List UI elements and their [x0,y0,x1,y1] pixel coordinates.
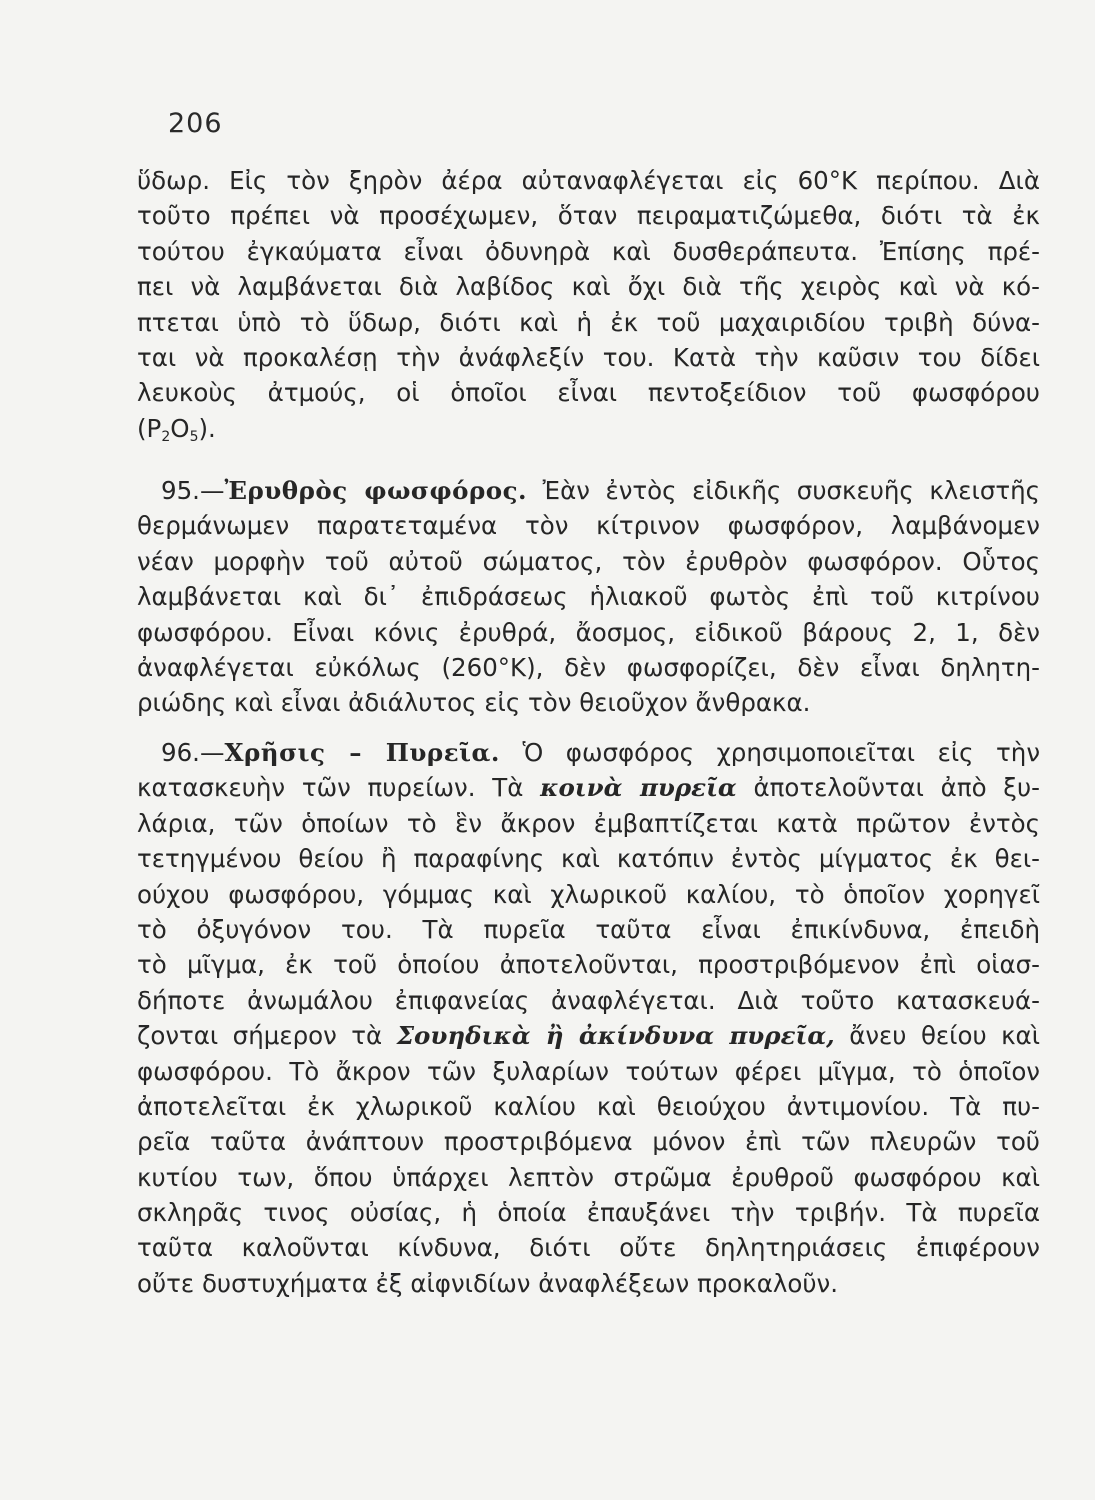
section-title: Ἐρυθρὸς φωσφόρος. [224,476,528,505]
emphasis-common-matches: κοινὰ πυρεῖα [540,773,737,803]
text-line: οὔτε δυστυχήματα ἐξ αἰφνιδίων ἀναφλέξεων προκαλοῦν. [137,1268,839,1298]
text-line: ζονται σήμερον τὰ Σουηδικὰ ἢ ἀκίνδυνα πυρεῖα, ἄνευ θείου καὶ [137,1021,1040,1051]
section-title: Χρῆσις – Πυρεῖα. [224,738,500,767]
text-line: πτεται ὑπὸ τὸ ὕδωρ, διότι καὶ ἡ ἐκ τοῦ μαχαιριδίου τριβὴ δύνα- [137,307,1040,337]
text-line: πει νὰ λαμβάνεται διὰ λαβίδος καὶ ὄχι διὰ τῆς χειρὸς καὶ νὰ κό- [137,272,1040,302]
text-line: ται νὰ προκαλέσῃ τὴν ἀνάφλεξίν του. Κατὰ τὴν καῦσιν του δίδει [137,342,1040,372]
text-line: τοῦτο πρέπει νὰ προσέχωμεν, ὅταν πειραματιζώμεθα, διότι τὰ ἐκ [137,201,1040,231]
text-line: τούτου ἐγκαύματα εἶναι ὀδυνηρὰ καὶ δυσθεράπευτα. Ἐπίσης πρέ- [137,236,1040,266]
section-heading-line: 95.—Ἐρυθρὸς φωσφόρος. Ἐὰν ἐντὸς εἰδικῆς συσκευῆς κλειστῆς [137,473,1040,508]
section-95-red-phosphorus [137,473,1040,721]
text-line: λάρια, τῶν ὁποίων τὸ ἓν ἄκρον ἐμβαπτίζεται κατὰ πρῶτον ἐντὸς [137,808,1040,838]
text-line: φωσφόρου. Εἶναι κόνις ἐρυθρά, ἄοσμος, εἰδικοῦ βάρους 2, 1, δὲν [137,617,1040,647]
paragraph-white-phosphorus-continued [137,163,1040,446]
text-line: νέαν μορφὴν τοῦ αὐτοῦ σώματος, τὸν ἐρυθρὸν φωσφόρον. Οὗτος [137,546,1040,576]
section-number: 95.— [161,476,225,505]
text-line: ρεῖα ταῦτα ἀνάπτουν προστριβόμενα μόνον ἐπὶ τῶν πλευρῶν τοῦ [137,1127,1040,1157]
text-line: ἀποτελεῖται ἐκ χλωρικοῦ καλίου καὶ θειούχου ἀντιμονίου. Τὰ πυ- [137,1091,1040,1121]
text-line: κατασκευὴν τῶν πυρείων. Τὰ κοινὰ πυρεῖα ἀποτελοῦνται ἀπὸ ξυ- [137,773,1040,803]
text-line: ταῦτα καλοῦνται κίνδυνα, διότι οὔτε δηλητηριάσεις ἐπιφέρουν [137,1233,1040,1263]
chemical-formula: $(P_2O_5)$. [137,413,216,445]
section-number: 96.— [161,738,225,767]
text-line: λευκοὺς ἀτμούς, οἱ ὁποῖοι εἶναι πεντοξείδιον τοῦ φωσφόρου [137,378,1040,408]
emphasis-safety-matches: Σουηδικὰ ἢ ἀκίνδυνα πυρεῖα, [396,1021,835,1051]
section-heading-line: 96.—Χρῆσις – Πυρεῖα. Ὁ φωσφόρος χρησιμοποιεῖται εἰς τὴν [137,735,1040,770]
text-line: τὸ ὀξυγόνον του. Τὰ πυρεῖα ταῦτα εἶναι ἐπικίνδυνα, ἐπειδὴ [137,914,1040,944]
page-number: 206 [168,108,223,139]
text-line: ἀναφλέγεται εὐκόλως (260°Κ), δὲν φωσφορίζει, δὲν εἶναι δηλητη- [137,652,1040,682]
text-line: τετηγμένου θείου ἢ παραφίνης καὶ κατόπιν ἐντὸς μίγματος ἐκ θει- [137,844,1040,874]
text-line: δήποτε ἀνωμάλου ἐπιφανείας ἀναφλέγεται. Διὰ τοῦτο κατασκευά- [137,985,1040,1015]
text-line: κυτίου των, ὅπου ὑπάρχει λεπτὸν στρῶμα ἐρυθροῦ φωσφόρου καὶ [137,1162,1040,1192]
text-line: σκληρᾶς τινος οὐσίας, ἡ ὁποία ἐπαυξάνει τὴν τριβήν. Τὰ πυρεῖα [137,1198,1040,1228]
text-line: θερμάνωμεν παρατεταμένα τὸν κίτρινον φωσφόρον, λαμβάνομεν [137,511,1040,541]
text-line: ριώδης καὶ εἶναι ἀδιάλυτος εἰς τὸν θειοῦχον ἄνθρακα. [137,688,811,718]
text-line: λαμβάνεται καὶ δι᾽ ἐπιδράσεως ἡλιακοῦ φωτὸς ἐπὶ τοῦ κιτρίνου [137,582,1040,612]
text-line: τὸ μῖγμα, ἐκ τοῦ ὁποίου ἀποτελοῦνται, προστριβόμενον ἐπὶ οἱασ- [137,950,1040,980]
section-96-use-matches [137,735,1040,1301]
text-line: ὕδωρ. Εἰς τὸν ξηρὸν ἀέρα αὐταναφλέγεται εἰς 60°Κ περίπου. Διὰ [137,166,1040,195]
text-line: ούχου φωσφόρου, γόμμας καὶ χλωρικοῦ καλίου, τὸ ὁποῖον χορηγεῖ [137,879,1040,909]
text-line: φωσφόρου. Τὸ ἄκρον τῶν ξυλαρίων τούτων φέρει μῖγμα, τὸ ὁποῖον [137,1056,1040,1086]
